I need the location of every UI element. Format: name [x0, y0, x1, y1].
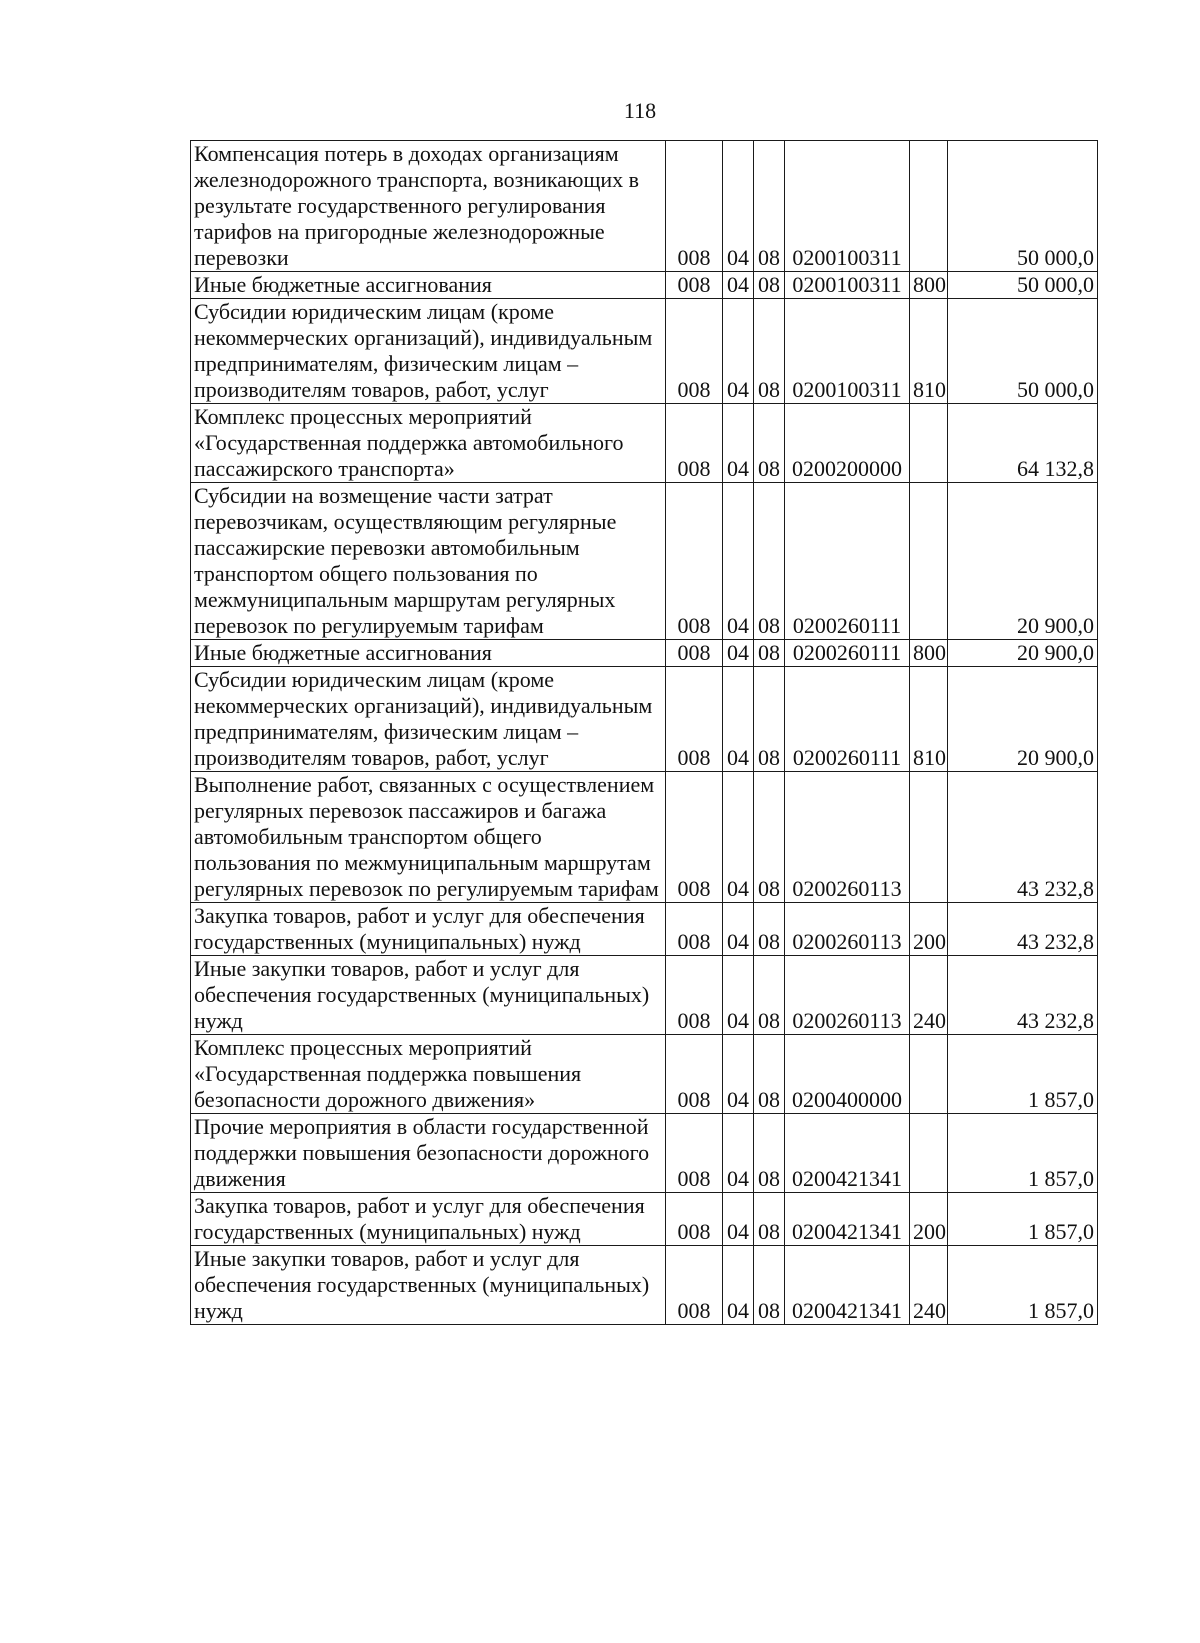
ministry-code-cell: 008: [666, 404, 723, 483]
section-code-cell: 04: [723, 141, 754, 272]
expense-type-code-cell: [910, 1035, 948, 1114]
row-name-cell: Субсидии юридическим лицам (кроме некоммерческих организаций), индивидуальным предпринимателям, физическим лицам – производителям товаров, работ, услуг: [191, 299, 666, 404]
ministry-code-cell: 008: [666, 640, 723, 667]
table-row: [191, 903, 1098, 956]
table-row: [191, 141, 1098, 272]
row-name-cell: Иные бюджетные ассигнования: [191, 272, 666, 299]
section-code-cell: 04: [723, 1114, 754, 1193]
row-name-cell: Прочие мероприятия в области государственной поддержки повышения безопасности дорожного движения: [191, 1114, 666, 1193]
budget-table-body: [191, 141, 1098, 1325]
ministry-code-cell: 008: [666, 1246, 723, 1325]
target-article-code-cell: 0200100311: [785, 272, 910, 299]
row-name-cell: Выполнение работ, связанных с осуществлением регулярных перевозок пассажиров и багажа автомобильным транспортом общего пользования по межмуниципальным маршрутам регулярных перевозок по регулируемым тарифам: [191, 772, 666, 903]
subsection-code-cell: 08: [754, 667, 785, 772]
section-code-cell: 04: [723, 640, 754, 667]
subsection-code-cell: 08: [754, 483, 785, 640]
target-article-code-cell: 0200100311: [785, 299, 910, 404]
amount-cell: 43 232,8: [948, 956, 1098, 1035]
amount-cell: 50 000,0: [948, 272, 1098, 299]
ministry-code-cell: 008: [666, 1035, 723, 1114]
ministry-code-cell: 008: [666, 299, 723, 404]
target-article-code-cell: 0200260113: [785, 772, 910, 903]
amount-cell: 20 900,0: [948, 667, 1098, 772]
amount-cell: 20 900,0: [948, 483, 1098, 640]
table-row: [191, 404, 1098, 483]
row-name-cell: Закупка товаров, работ и услуг для обеспечения государственных (муниципальных) нужд: [191, 1193, 666, 1246]
target-article-code-cell: 0200100311: [785, 141, 910, 272]
subsection-code-cell: 08: [754, 1035, 785, 1114]
target-article-code-cell: 0200260111: [785, 640, 910, 667]
page-number: 118: [623, 98, 657, 123]
table-row: [191, 299, 1098, 404]
row-name-cell: Субсидии юридическим лицам (кроме некоммерческих организаций), индивидуальным предпринимателям, физическим лицам – производителям товаров, работ, услуг: [191, 667, 666, 772]
row-name-cell: Иные бюджетные ассигнования: [191, 640, 666, 667]
section-code-cell: 04: [723, 667, 754, 772]
expense-type-code-cell: [910, 141, 948, 272]
expense-type-code-cell: 800: [910, 640, 948, 667]
expense-type-code-cell: 240: [910, 1246, 948, 1325]
amount-cell: 50 000,0: [948, 299, 1098, 404]
section-code-cell: 04: [723, 483, 754, 640]
subsection-code-cell: 08: [754, 903, 785, 956]
table-row: [191, 772, 1098, 903]
ministry-code-cell: 008: [666, 667, 723, 772]
target-article-code-cell: 0200260111: [785, 667, 910, 772]
section-code-cell: 04: [723, 1035, 754, 1114]
expense-type-code-cell: [910, 772, 948, 903]
expense-type-code-cell: 200: [910, 1193, 948, 1246]
section-code-cell: 04: [723, 1193, 754, 1246]
budget-table: [190, 140, 1098, 1325]
section-code-cell: 04: [723, 772, 754, 903]
subsection-code-cell: 08: [754, 141, 785, 272]
table-row: [191, 640, 1098, 667]
expense-type-code-cell: 800: [910, 272, 948, 299]
target-article-code-cell: 0200260111: [785, 483, 910, 640]
section-code-cell: 04: [723, 404, 754, 483]
expense-type-code-cell: 200: [910, 903, 948, 956]
section-code-cell: 04: [723, 903, 754, 956]
target-article-code-cell: 0200200000: [785, 404, 910, 483]
row-name-cell: Комплекс процессных мероприятий «Государственная поддержка повышения безопасности дорожного движения»: [191, 1035, 666, 1114]
amount-cell: 43 232,8: [948, 903, 1098, 956]
row-name-cell: Закупка товаров, работ и услуг для обеспечения государственных (муниципальных) нужд: [191, 903, 666, 956]
section-code-cell: 04: [723, 272, 754, 299]
subsection-code-cell: 08: [754, 1114, 785, 1193]
subsection-code-cell: 08: [754, 956, 785, 1035]
row-name-cell: Субсидии на возмещение части затрат перевозчикам, осуществляющим регулярные пассажирские перевозки автомобильным транспортом общего пользования по межмуниципальным маршрутам регулярных перевозок по регулируемым тарифам: [191, 483, 666, 640]
subsection-code-cell: 08: [754, 1193, 785, 1246]
section-code-cell: 04: [723, 299, 754, 404]
ministry-code-cell: 008: [666, 772, 723, 903]
ministry-code-cell: 008: [666, 903, 723, 956]
amount-cell: 1 857,0: [948, 1246, 1098, 1325]
ministry-code-cell: 008: [666, 1114, 723, 1193]
expense-type-code-cell: 810: [910, 667, 948, 772]
amount-cell: 1 857,0: [948, 1193, 1098, 1246]
target-article-code-cell: 0200400000: [785, 1035, 910, 1114]
subsection-code-cell: 08: [754, 1246, 785, 1325]
subsection-code-cell: 08: [754, 404, 785, 483]
expense-type-code-cell: [910, 1114, 948, 1193]
table-row: [191, 1193, 1098, 1246]
row-name-cell: Иные закупки товаров, работ и услуг для обеспечения государственных (муниципальных) нужд: [191, 1246, 666, 1325]
ministry-code-cell: 008: [666, 956, 723, 1035]
target-article-code-cell: 0200260113: [785, 956, 910, 1035]
ministry-code-cell: 008: [666, 141, 723, 272]
amount-cell: 1 857,0: [948, 1114, 1098, 1193]
table-row: [191, 667, 1098, 772]
table-row: [191, 1035, 1098, 1114]
table-row: [191, 483, 1098, 640]
target-article-code-cell: 0200260113: [785, 903, 910, 956]
ministry-code-cell: 008: [666, 1193, 723, 1246]
section-code-cell: 04: [723, 1246, 754, 1325]
amount-cell: 64 132,8: [948, 404, 1098, 483]
subsection-code-cell: 08: [754, 299, 785, 404]
expense-type-code-cell: 810: [910, 299, 948, 404]
amount-cell: 1 857,0: [948, 1035, 1098, 1114]
subsection-code-cell: 08: [754, 272, 785, 299]
row-name-cell: Иные закупки товаров, работ и услуг для обеспечения государственных (муниципальных) нужд: [191, 956, 666, 1035]
table-row: [191, 1246, 1098, 1325]
row-name-cell: Комплекс процессных мероприятий «Государственная поддержка автомобильного пассажирского транспорта»: [191, 404, 666, 483]
expense-type-code-cell: [910, 483, 948, 640]
row-name-cell: Компенсация потерь в доходах организациям железнодорожного транспорта, возникающих в результате государственного регулирования тарифов на пригородные железнодорожные перевозки: [191, 141, 666, 272]
ministry-code-cell: 008: [666, 272, 723, 299]
expense-type-code-cell: 240: [910, 956, 948, 1035]
target-article-code-cell: 0200421341: [785, 1193, 910, 1246]
amount-cell: 50 000,0: [948, 141, 1098, 272]
subsection-code-cell: 08: [754, 772, 785, 903]
table-row: [191, 956, 1098, 1035]
ministry-code-cell: 008: [666, 483, 723, 640]
table-row: [191, 1114, 1098, 1193]
expense-type-code-cell: [910, 404, 948, 483]
subsection-code-cell: 08: [754, 640, 785, 667]
section-code-cell: 04: [723, 956, 754, 1035]
amount-cell: 43 232,8: [948, 772, 1098, 903]
target-article-code-cell: 0200421341: [785, 1114, 910, 1193]
amount-cell: 20 900,0: [948, 640, 1098, 667]
target-article-code-cell: 0200421341: [785, 1246, 910, 1325]
table-row: [191, 272, 1098, 299]
